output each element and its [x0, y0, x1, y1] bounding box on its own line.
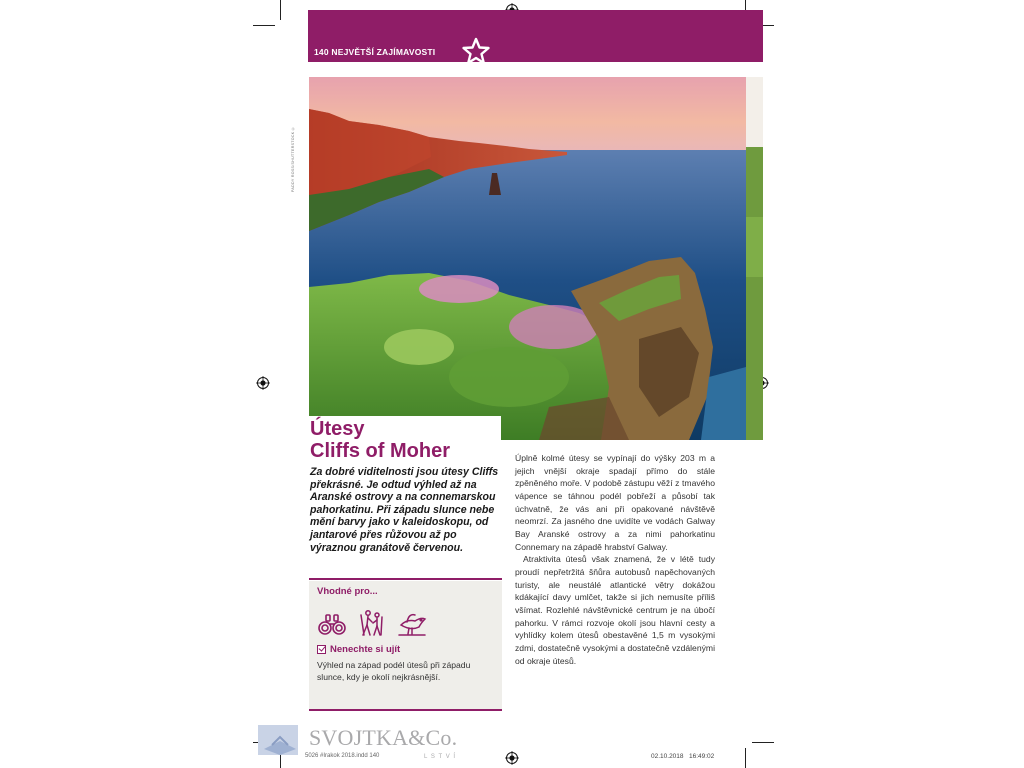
intro-text: Za dobré viditelnosti jsou útesy Cliffs překrásné. Je odtud výhled až na Aranské ostrovy a na connemarskou pahorkatinu. Při západu slunce nebe mění barvy jako v kaleidoskopu, od jantarové přes růžovou až po výraznou granátově červenou.	[310, 466, 499, 554]
publisher-subline: LSTVÍ	[424, 754, 459, 760]
file-slug: 5026 #Irakok 2018.indd 140	[305, 753, 380, 759]
publisher-logo-icon	[258, 725, 302, 763]
page-number: 140	[314, 47, 329, 57]
page-title	[310, 418, 510, 462]
binoculars-icon	[317, 609, 347, 637]
crop-mark	[745, 748, 746, 768]
good-for-title: Vhodné pro...	[317, 586, 378, 597]
section-title: NEJVĚTŠÍ ZAJÍMAVOSTI	[331, 47, 436, 57]
dont-miss-text: Výhled na západ podél útesů při západu slunce, kdy je okolí nejkrásnější.	[317, 660, 471, 683]
bird-icon	[397, 609, 427, 637]
title-line-1: Útesy	[310, 418, 365, 440]
paragraph-2: Atraktivita útesů však znamená, že v létě tudy proudí nepřetržitá šňůra autobusů napěchovaných turisty, ale neustálé atlantické větry dokážou kdákající davy umlčet, takže si jich nemusíte příliš všímat. Rozlehlé návštěvnické centrum je na úbočí pahorku. V rámci rozvoje okolí jsou hlavní cesty a vyhlídky kolem útesů obestavěné 1,5 m vysokými zdmi, dostatečně vysokými a dostatečně vzdálenými od okraje útesů.	[515, 554, 715, 666]
print-time: 16:49:02	[688, 753, 715, 760]
cliffs-photo	[309, 77, 746, 440]
publisher-name: SVOJTKA&Co.	[309, 725, 458, 750]
photo-credit: PADDY ROSS/SHUTTERSTOCK ©	[291, 125, 295, 192]
crop-mark	[752, 742, 774, 743]
divider	[309, 578, 502, 580]
dont-miss-label: Nenechte si ujít	[330, 644, 401, 655]
registration-mark-icon	[505, 751, 519, 765]
print-timestamp	[651, 753, 714, 760]
good-for-box	[309, 581, 502, 711]
body-column	[515, 452, 715, 667]
star-icon	[461, 36, 491, 66]
crop-mark	[253, 25, 275, 26]
title-line-2: Cliffs of Moher	[310, 440, 450, 462]
paragraph-1: Úplně kolmé útesy se vypínají do výšky 203 m a jejich vnější okraje spadají přímo do stále zpěněného moře. V podobě zástupu věží z tmavého vápence se táhnou podél pobřeží a působí tak úchvatně, že vás ani při opakované návštěvě neomrzí. Za jasného dne uvidíte ve vodách Galway Bay Aranské ostrovy a za nimi pahorkatinu Connemary na západě hrabství Galway.	[515, 453, 715, 552]
print-date: 02.10.2018	[651, 753, 684, 760]
crop-mark	[280, 0, 281, 20]
checkbox-icon	[317, 645, 326, 654]
adjacent-photo-strip	[746, 77, 763, 440]
registration-mark-icon	[256, 376, 270, 390]
hikers-icon	[357, 609, 387, 637]
header-label	[314, 47, 435, 57]
section-header	[308, 10, 763, 62]
